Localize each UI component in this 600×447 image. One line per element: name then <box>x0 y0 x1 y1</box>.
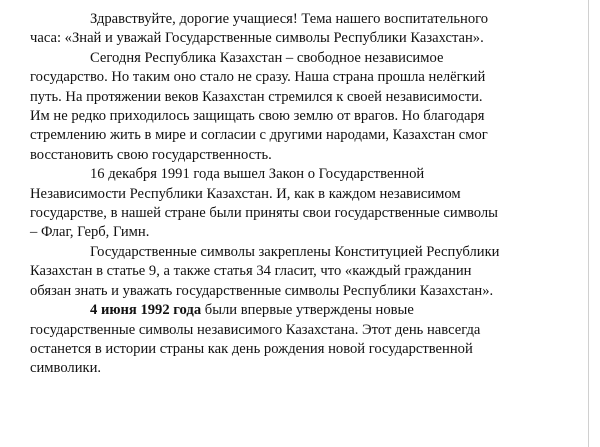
text-line: Им не редко приходилось защищать свою землю от врагов. Но благодаря <box>30 108 485 125</box>
text-line: Казахстан в статье 9, а также статья 34 гласит, что «каждый гражданин <box>30 263 472 280</box>
bold-date: 4 июня 1992 года <box>90 302 202 319</box>
text-line: символики. <box>30 360 102 377</box>
text-line: – Флаг, Герб, Гимн. <box>30 224 150 241</box>
text-line: Сегодня Республика Казахстан – свободное независимое <box>90 49 444 66</box>
text-fragment: были впервые утверждены новые <box>201 302 414 319</box>
text-line: часа: «Знай и уважай Государственные символы Республики Казахстан». <box>30 30 484 47</box>
text-line: государстве, в нашей стране были приняты свои государственные символы <box>30 205 498 222</box>
paragraph-adoption <box>30 301 575 379</box>
document-body <box>30 10 575 379</box>
paragraph-law <box>30 165 575 243</box>
paragraph-constitution <box>30 243 575 301</box>
text-line: Государственные символы закреплены Конституцией Республики <box>90 243 500 260</box>
text-line: путь. На протяжении веков Казахстан стремился к своей независимости. <box>30 88 483 105</box>
text-line: стремлению жить в мире и согласии с другими народами, Казахстан смог <box>30 127 488 144</box>
text-line: Здравствуйте, дорогие учащиеся! Тема нашего воспитательного <box>90 11 489 27</box>
paragraph-greeting <box>30 10 575 49</box>
page-edge <box>588 0 600 447</box>
paragraph-independence <box>30 49 575 165</box>
text-line: Независимости Республики Казахстан. И, как в каждом независимом <box>30 185 461 202</box>
text-line: обязан знать и уважать государственные символы Республики Казахстан». <box>30 282 494 299</box>
text-line: останется в истории страны как день рождения новой государственной <box>30 340 473 357</box>
text-line-with-bold <box>30 301 575 320</box>
text-line: государственные символы независимого Казахстана. Этот день навсегда <box>30 321 481 338</box>
text-line: государство. Но таким оно стало не сразу. Наша страна прошла нелёгкий <box>30 69 486 86</box>
text-line: восстановить свою государственность. <box>30 146 272 163</box>
text-line: 16 декабря 1991 года вышел Закон о Государственной <box>90 166 425 183</box>
